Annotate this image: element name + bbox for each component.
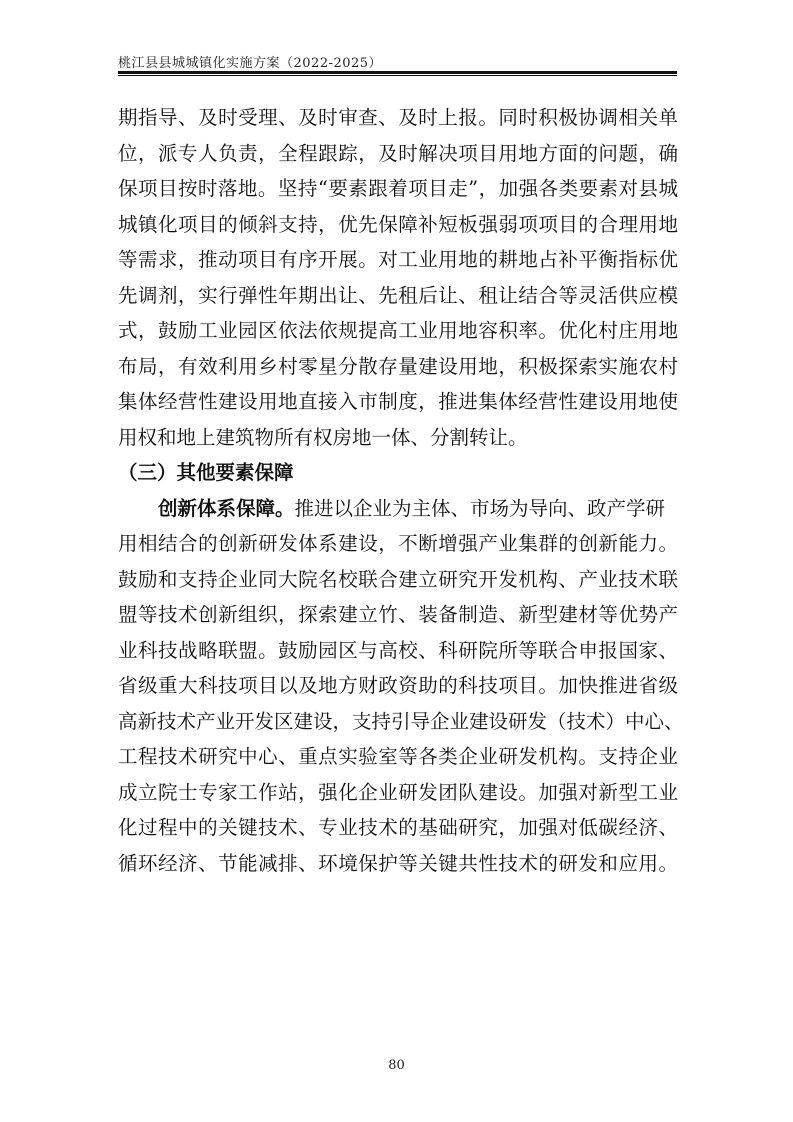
- paragraph-line: 工程技术研究中心、重点实验室等各类企业研发机构。支持企业: [118, 745, 678, 768]
- paragraph-line: 成立院士专家工作站，强化企业研发团队建设。加强对新型工业: [118, 780, 678, 804]
- paragraph-first-line: [118, 493, 678, 520]
- paragraph-lead: 创新体系保障。: [158, 496, 295, 520]
- paragraph-line: 高新技术产业开发区建设，支持引导企业建设研发（技术）中心、: [118, 709, 684, 733]
- paragraph-line: 城镇化项目的倾斜支持，优先保障补短板强弱项项目的合理用地: [118, 212, 678, 236]
- paragraph-line: 循环经济、节能减排、环境保护等关键共性技术的研发和应用。: [118, 851, 678, 875]
- paragraph-line: 布局，有效利用乡村零星分散存量建设用地，积极探索实施农村: [118, 354, 678, 378]
- paragraph-line: 盟等技术创新组织，探索建立竹、装备制造、新型建材等优势产: [118, 603, 678, 626]
- paragraph-line: 鼓励和支持企业同大院名校联合建立研究开发机构、产业技术联: [118, 567, 678, 591]
- paragraph-first-rest: 推进以企业为主体、市场为导向、政产学研: [294, 496, 666, 520]
- paragraph-line: 位，派专人负责，全程跟踪，及时解决项目用地方面的问题，确: [118, 141, 678, 165]
- paragraph-line: 期指导、及时受理、及时审查、及时上报。同时积极协调相关单: [118, 106, 678, 129]
- header-rule-thick: [118, 71, 677, 74]
- section-heading: （三）其他要素保障: [118, 461, 294, 484]
- paragraph-line: 保项目按时落地。坚持“要素跟着项目走”，加强各类要素对县城: [118, 177, 678, 200]
- paragraph-line: 省级重大科技项目以及地方财政资助的科技项目。加快推进省级: [118, 674, 678, 697]
- paragraph-line: 业科技战略联盟。鼓励园区与高校、科研院所等联合申报国家、: [118, 638, 678, 662]
- paragraph-line: 式，鼓励工业园区依法依规提高工业用地容积率。优化村庄用地: [118, 319, 678, 342]
- paragraph-line: 用相结合的创新研发体系建设，不断增强产业集群的创新能力。: [118, 532, 678, 555]
- paragraph-line: 用权和地上建筑物所有权房地一体、分割转让。: [118, 425, 528, 449]
- header-rule-thin: [118, 75, 677, 76]
- paragraph-line: 集体经营性建设用地直接入市制度，推进集体经营性建设用地使: [118, 390, 678, 413]
- page-body: [118, 102, 684, 883]
- page-number: 80: [388, 1058, 405, 1073]
- paragraph-line: 等需求，推动项目有序开展。对工业用地的耕地占补平衡指标优: [118, 248, 678, 271]
- running-header: 桃江县县城城镇化实施方案（2022-2025）: [118, 56, 383, 71]
- paragraph-line: 先调剂，实行弹性年期出让、先租后让、租让结合等灵活供应模: [118, 283, 678, 307]
- paragraph-line: 化过程中的关键技术、专业技术的基础研究，加强对低碳经济、: [118, 816, 678, 839]
